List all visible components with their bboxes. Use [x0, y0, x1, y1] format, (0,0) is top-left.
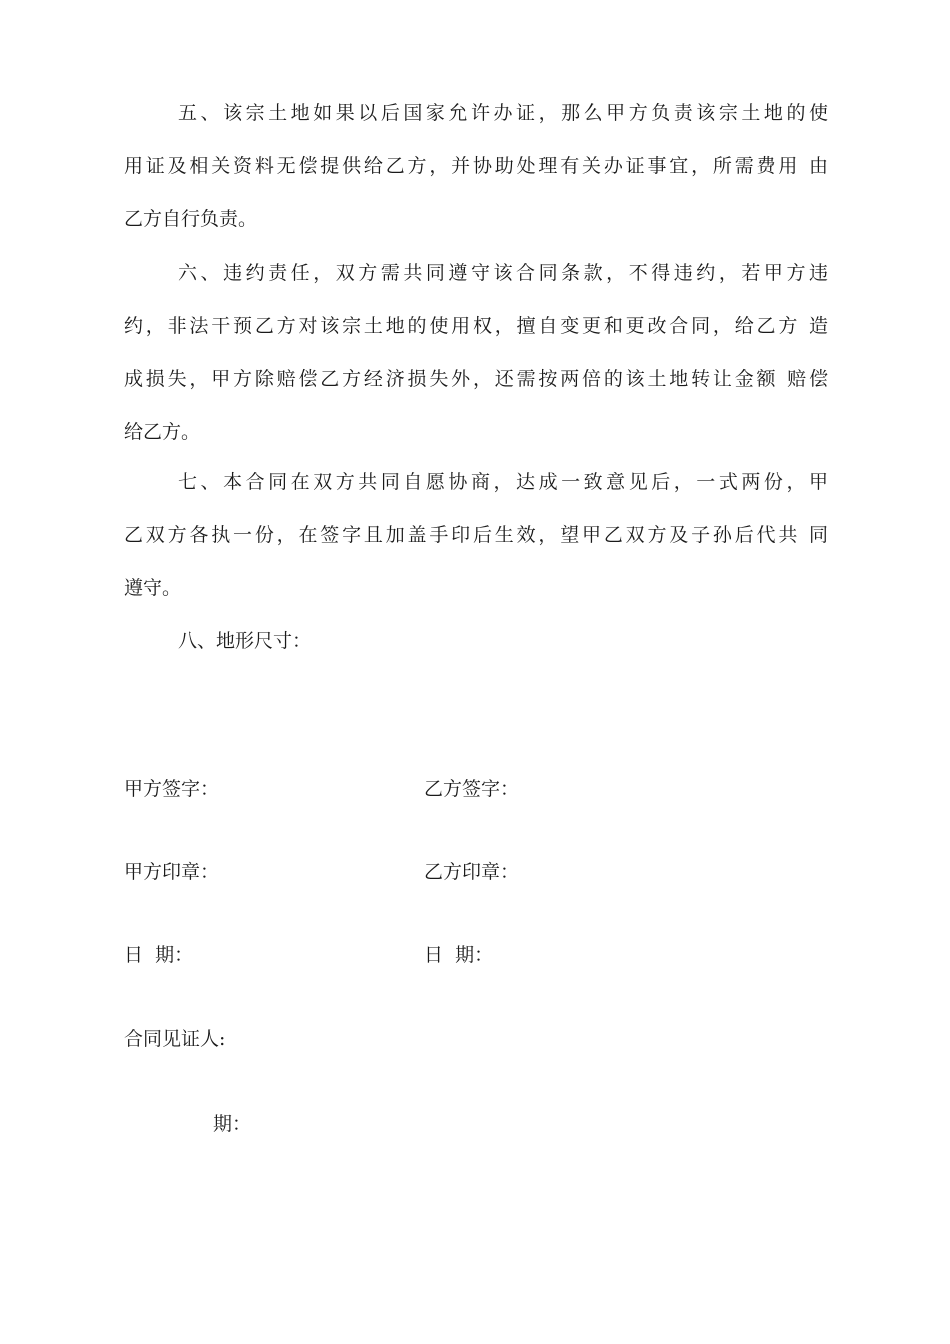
clause-5-line-2: 用证及相关资料无偿提供给乙方，并协助处理有关办证事宜，所需费用 由 [124, 155, 828, 177]
clause-6-line-2: 约，非法干预乙方对该宗土地的使用权，擅自变更和更改合同，给乙方 造 [124, 315, 828, 337]
clause-5-line-3: 乙方自行负责。 [124, 208, 258, 230]
clause-8-line-1: 八、地形尺寸： [178, 630, 312, 652]
clause-6-line-1: 六、违约责任，双方需共同遵守该合同条款，不得违约，若甲方违 [178, 262, 828, 284]
witness-date-label: 期： [213, 1113, 252, 1135]
clause-7-line-3: 遵守。 [124, 577, 182, 599]
party-a-seal-label: 甲方印章： [124, 861, 220, 883]
witness-label: 合同见证人: [124, 1028, 226, 1050]
party-b-date-label: 日 期： [424, 944, 494, 966]
party-b-signature-label: 乙方签字： [424, 778, 520, 800]
clause-7-line-1: 七、本合同在双方共同自愿协商，达成一致意见后，一式两份，甲 [178, 471, 828, 493]
party-a-date-label: 日 期： [124, 944, 194, 966]
clause-5-line-1: 五、该宗土地如果以后国家允许办证，那么甲方负责该宗土地的使 [178, 102, 828, 124]
party-a-signature-label: 甲方签字： [124, 778, 220, 800]
clause-6-line-4: 给乙方。 [124, 421, 201, 443]
clause-6-line-3: 成损失，甲方除赔偿乙方经济损失外，还需按两倍的该土地转让金额 赔偿 [124, 368, 828, 390]
party-b-seal-label: 乙方印章： [424, 861, 520, 883]
clause-7-line-2: 乙双方各执一份，在签字且加盖手印后生效，望甲乙双方及子孙后代共 同 [124, 524, 828, 546]
